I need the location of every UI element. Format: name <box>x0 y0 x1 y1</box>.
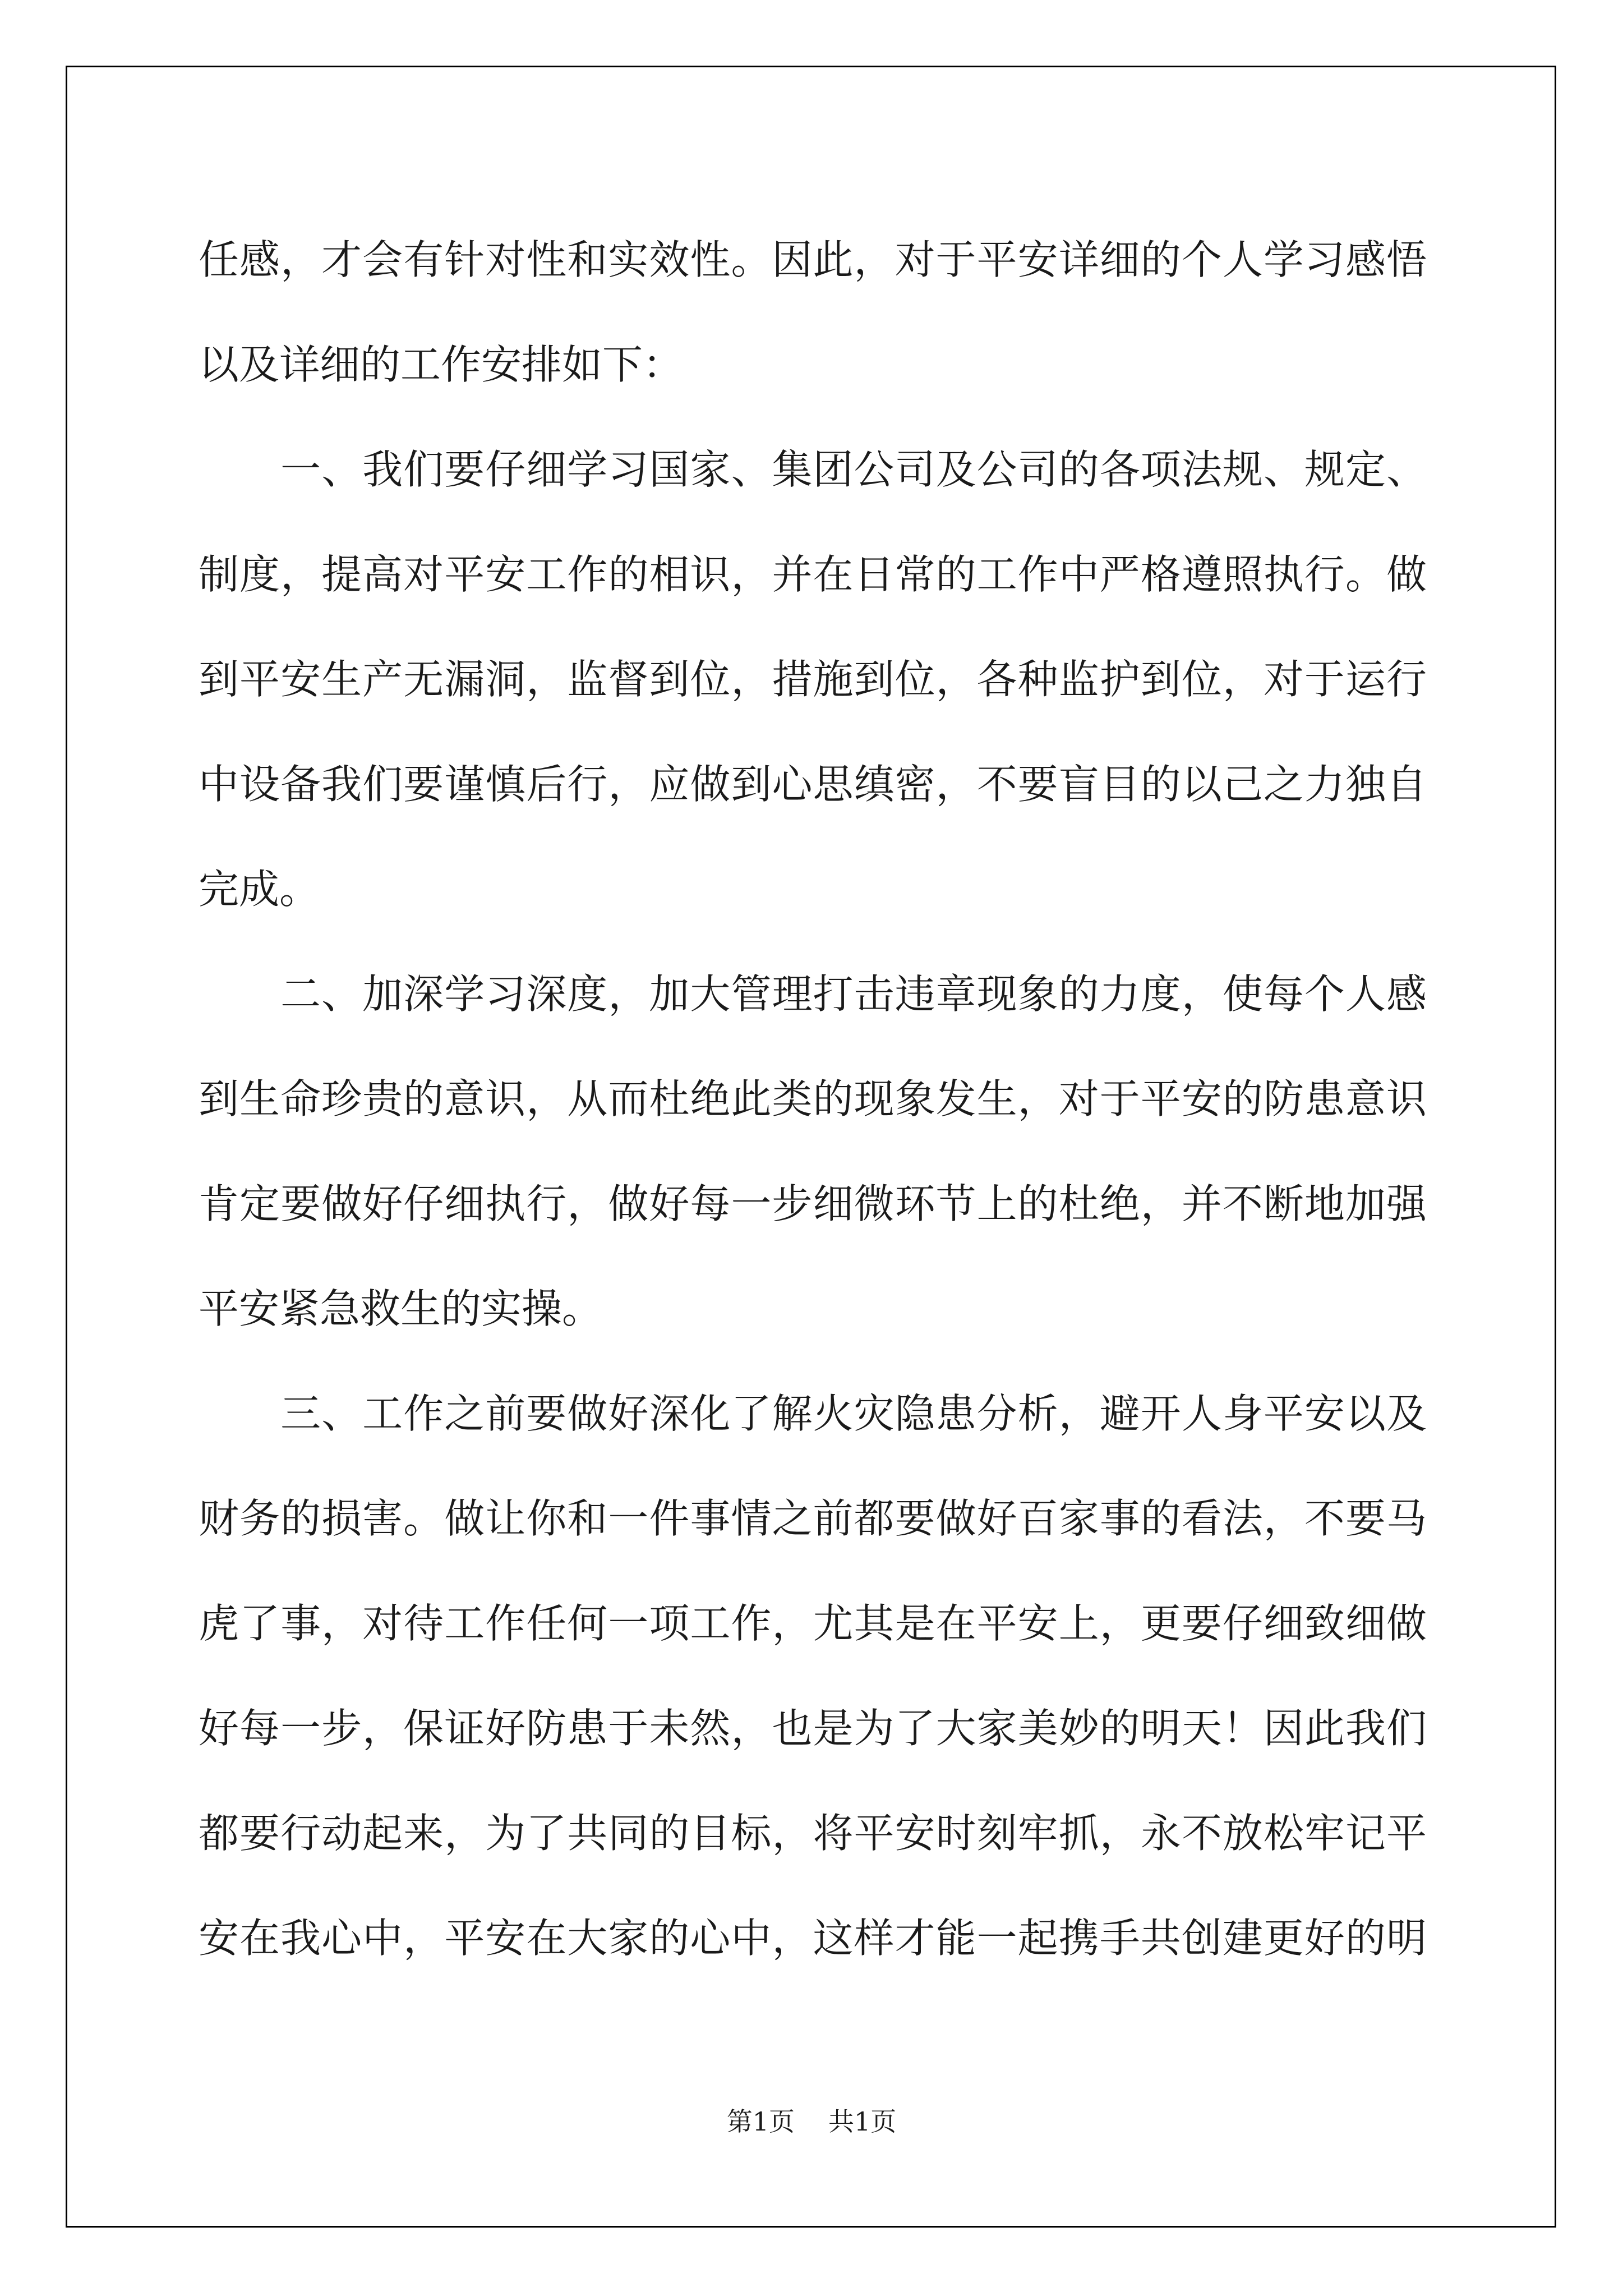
document-body <box>199 208 1427 1991</box>
text-line: 三、工作之前要做好深化了解火灾隐患分析，避开人身平安以及 <box>199 1390 1427 1437</box>
text-line: 财务的损害。做让你和一件事情之前都要做好百家事的看法，不要马 <box>199 1495 1427 1542</box>
text-line: 到生命珍贵的意识，从而杜绝此类的现象发生，对于平安的防患意识 <box>199 1075 1427 1122</box>
page-footer <box>0 2105 1623 2138</box>
text-line: 肯定要做好仔细执行，做好每一步细微环节上的杜绝，并不断地加强 <box>199 1180 1427 1227</box>
text-line: 中设备我们要谨慎后行，应做到心思缜密，不要盲目的以己之力独自 <box>199 761 1427 808</box>
text-line: 到平安生产无漏洞，监督到位，措施到位，各种监护到位，对于运行 <box>199 656 1427 703</box>
text-line: 好每一步，保证好防患于未然，也是为了大家美妙的明天！因此我们 <box>199 1705 1427 1752</box>
page-number-total: 共1页 <box>828 2106 897 2137</box>
text-line: 虎了事，对待工作任何一项工作，尤其是在平安上，更要仔细致细做 <box>199 1600 1427 1647</box>
text-line: 完成。 <box>199 866 320 913</box>
text-line: 安在我心中，平安在大家的心中，这样才能一起携手共创建更好的明 <box>199 1915 1427 1962</box>
text-line: 一、我们要仔细学习国家、集团公司及公司的各项法规、规定、 <box>199 446 1427 493</box>
text-line: 以及详细的工作安排如下： <box>199 341 684 388</box>
text-line: 二、加深学习深度，加大管理打击违章现象的力度，使每个人感 <box>199 970 1427 1018</box>
text-line: 平安紧急救生的实操。 <box>199 1285 603 1332</box>
text-line: 都要行动起来，为了共同的目标，将平安时刻牢抓，永不放松牢记平 <box>199 1810 1427 1857</box>
text-line: 任感，才会有针对性和实效性。因此，对于平安详细的个人学习感悟 <box>199 236 1427 283</box>
text-line: 制度，提高对平安工作的相识，并在日常的工作中严格遵照执行。做 <box>199 551 1427 598</box>
page-number-current: 第1页 <box>726 2106 795 2137</box>
